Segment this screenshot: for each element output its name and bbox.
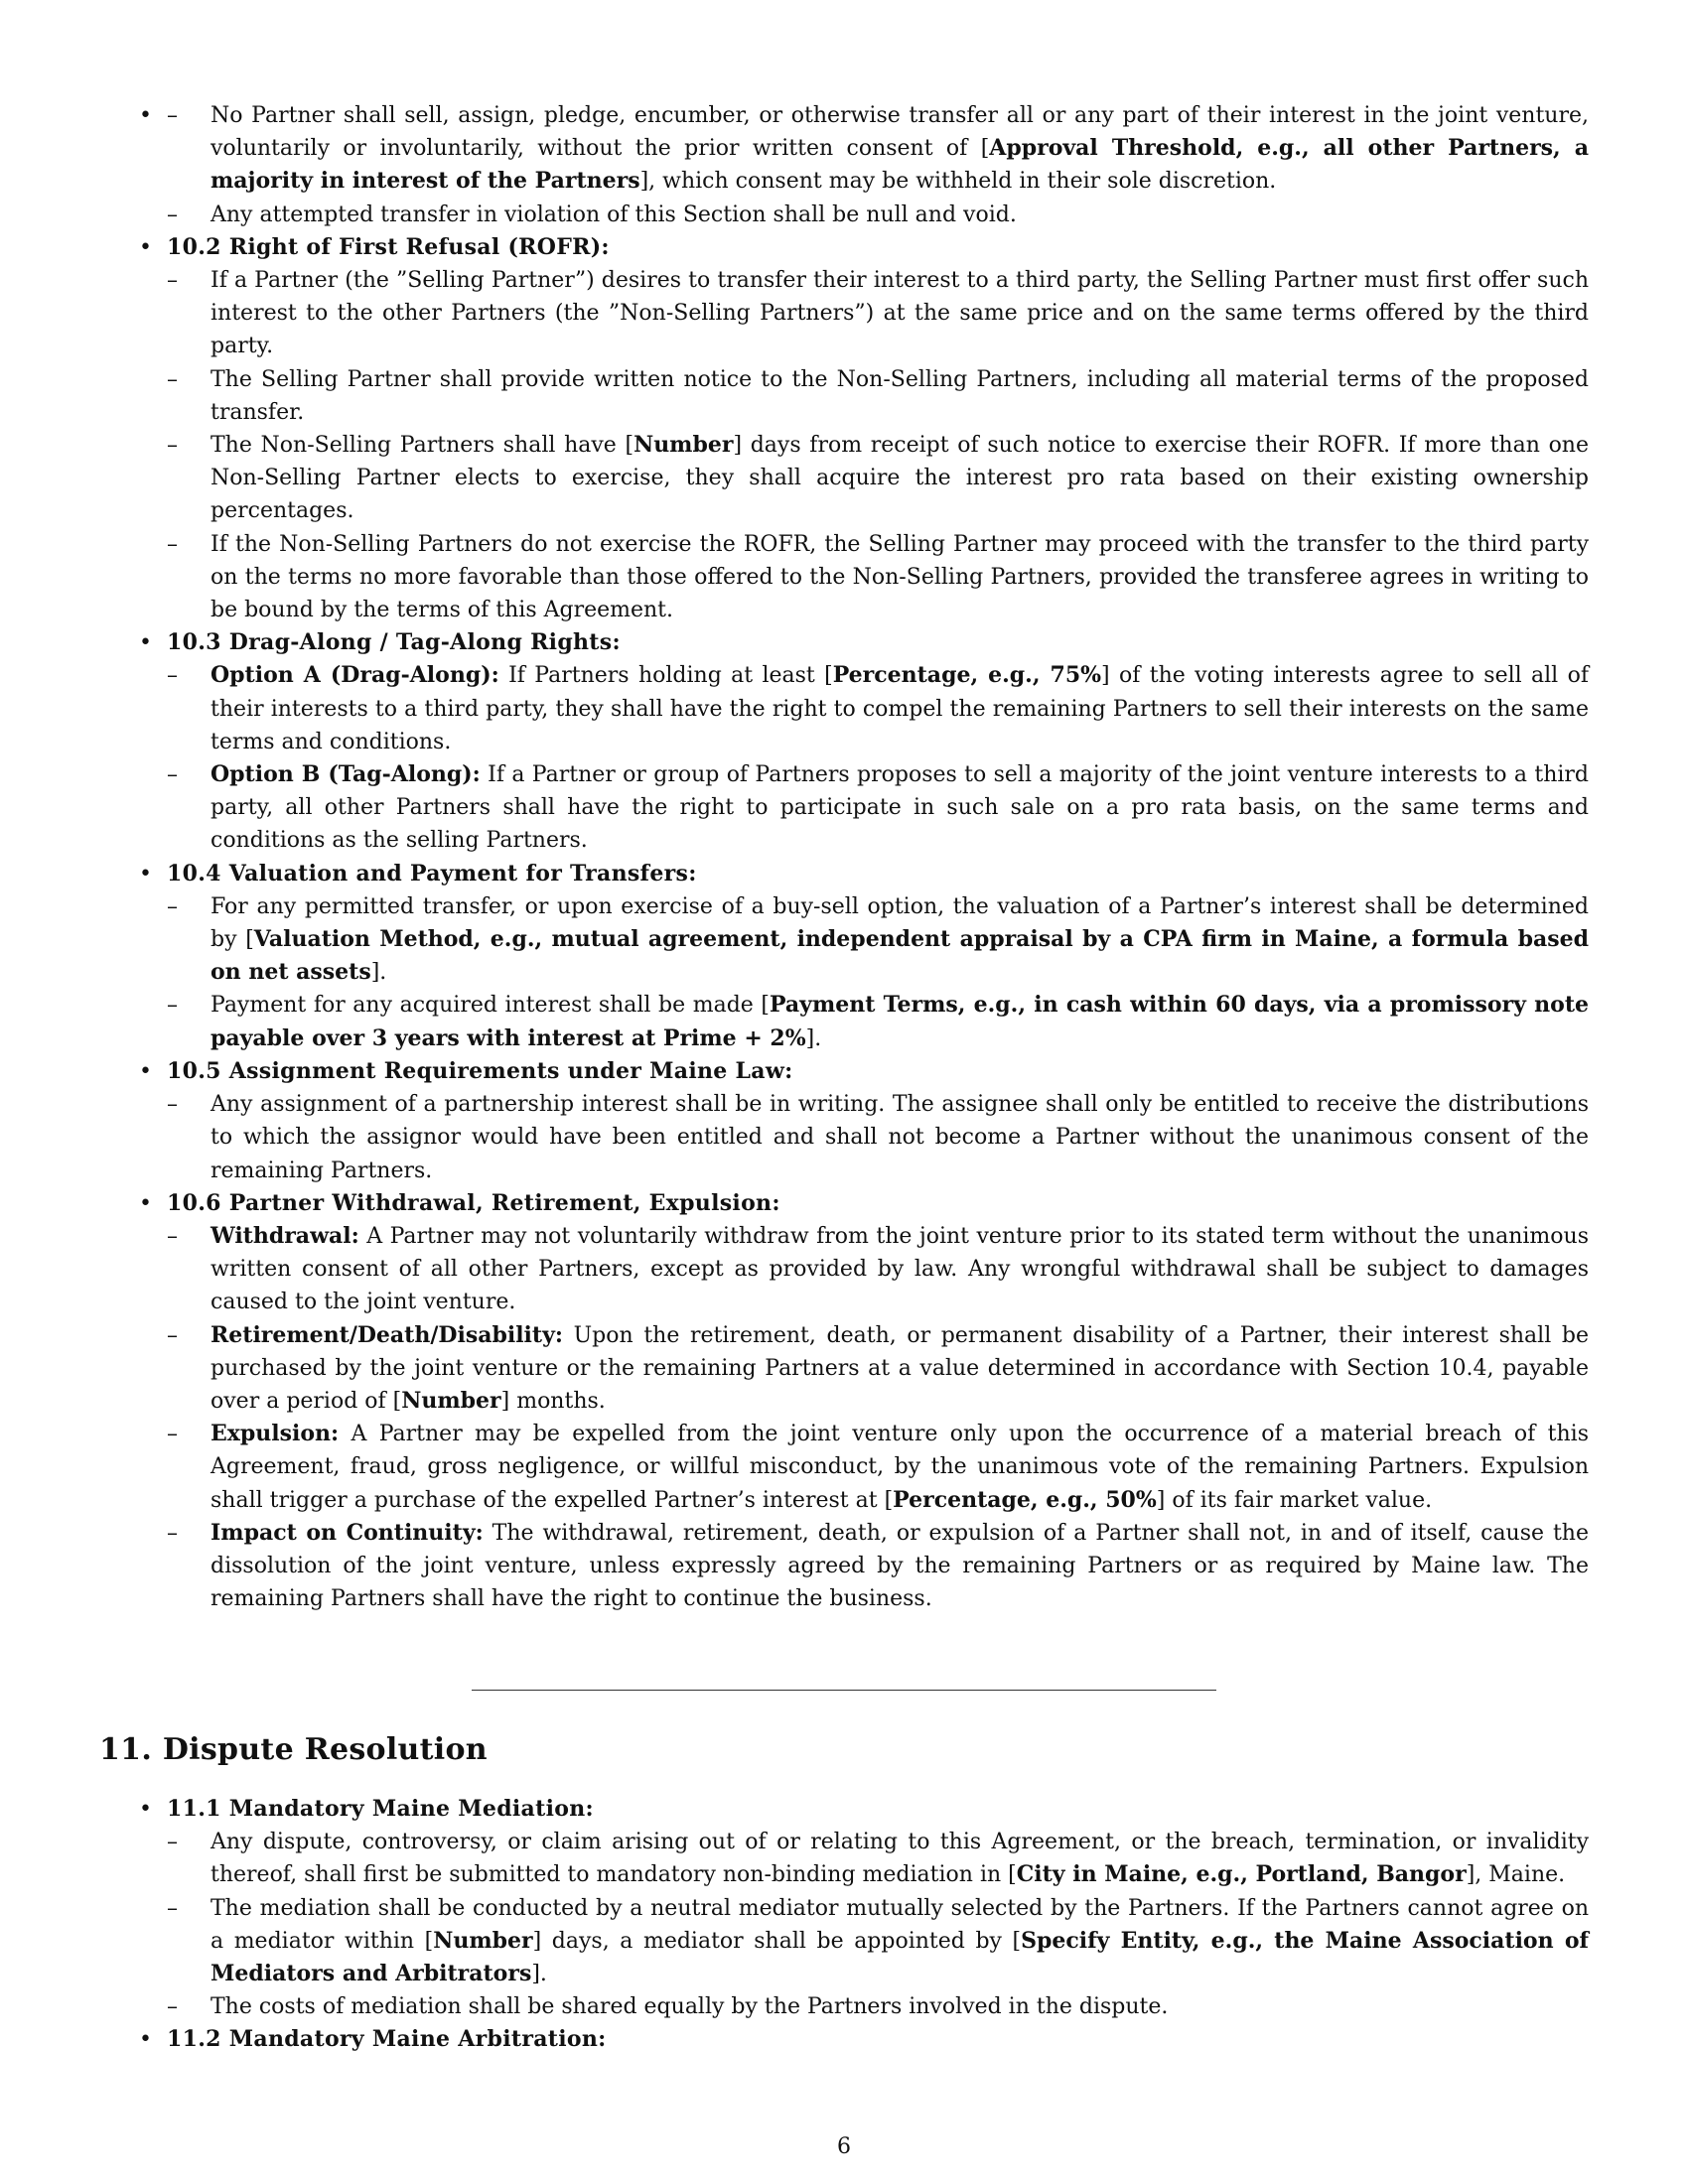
section-10-list (99, 99, 1589, 1615)
heading-10-6: • 10.6 Partner Withdrawal, Retirement, Expulsion: (167, 1189, 780, 1216)
list-item: – Any dispute, controversy, or claim arising out of or relating to this Agreement, or the breach, termination, or invalidity thereof, shall first be submitted to mandatory non-binding mediation in [City in Maine, e.g., Portland, Bangor], Maine. (167, 1826, 1589, 1891)
section-10-content (99, 99, 1589, 1615)
list-item: – For any permitted transfer, or upon exercise of a buy-sell option, the valuation of a Partner’s interest shall be determined by [Valuation Method, e.g., mutual agreement, independent appraisal by a CPA firm in Maine, a formula based on net assets]. (167, 890, 1589, 990)
section-11-content (99, 1793, 1589, 2057)
list-item: – The costs of mediation shall be shared equally by the Partners involved in the dispute. (167, 1990, 1589, 2023)
sublist (167, 659, 1589, 857)
sublist (167, 264, 1589, 626)
list-item-11-1 (99, 1793, 1589, 2023)
list-item: – The mediation shall be conducted by a neutral mediator mutually selected by the Partners. If the Partners cannot agree on a mediator within [Number] days, a mediator shall be appointed by [Specify Entity, e.g., the Maine Association of Mediators and Arbitrators]. (167, 1892, 1589, 1991)
list-item: – Any attempted transfer in violation of this Section shall be null and void. (167, 199, 1589, 231)
list-item: – If a Partner (the ”Selling Partner”) desires to transfer their interest to a third party, the Selling Partner must first offer such interest to the other Partners (the ”Non-Selling Partners”) at the same price and on the same terms offered by the third party. (167, 264, 1589, 363)
heading-11-1: • 11.1 Mandatory Maine Mediation: (167, 1796, 594, 1822)
list-item-10-6 (99, 1187, 1589, 1616)
list-item: – Retirement/Death/Disability: Upon the retirement, death, or permanent disability of a Partner, their interest shall be purchased by the joint venture or the remaining Partners at a value determined in accordance with Section 10.4, payable over a period of [Number] months. (167, 1319, 1589, 1419)
list-item: – Payment for any acquired interest shall be made [Payment Terms, e.g., in cash within 60 days, via a promissory note payable over 3 years with interest at Prime + 2%]. (167, 989, 1589, 1054)
section-11-list (99, 1793, 1589, 2057)
list-item-10-3 (99, 626, 1589, 857)
list-item: – Expulsion: A Partner may be expelled from the joint venture only upon the occurrence of a material breach of this Agreement, fraud, gross negligence, or willful misconduct, by the unanimous vote of the remaining Partners. Expulsion shall trigger a purchase of the expelled Partner’s interest at [Percentage, e.g., 50%] of its fair market value. (167, 1418, 1589, 1517)
list-item: – • No Partner shall sell, assign, pledge, encumber, or otherwise transfer all or any part of their interest in the joint venture, voluntarily or involuntarily, without the prior written consent of [Approval Threshold, e.g., all other Partners, a majority in interest of the Partners], which consent may be withheld in their sole discretion. (167, 99, 1589, 199)
list-item-11-2 (99, 2023, 1589, 2056)
sublist (167, 1826, 1589, 2023)
list-item: – Withdrawal: A Partner may not voluntarily withdraw from the joint venture prior to its stated term without the unanimous written consent of all other Partners, except as provided by law. Any wrongful withdrawal shall be subject to damages caused to the joint venture. (167, 1220, 1589, 1319)
sublist (167, 890, 1589, 1055)
list-item-10-1-continued (99, 99, 1589, 231)
section-divider (472, 1690, 1216, 1691)
list-item: – The Non-Selling Partners shall have [Number] days from receipt of such notice to exercise their ROFR. If more than one Non-Selling Partner elects to exercise, they shall acquire the interest pro rata based on their existing ownership percentages. (167, 429, 1589, 528)
list-item: – Option B (Tag-Along): If a Partner or group of Partners proposes to sell a majority of the joint venture interests to a third party, all other Partners shall have the right to participate in such sale on a pro rata basis, on the same terms and conditions as the selling Partners. (167, 758, 1589, 858)
heading-11-2: • 11.2 Mandatory Maine Arbitration: (167, 2026, 607, 2053)
sublist (167, 1088, 1589, 1187)
sublist (167, 1220, 1589, 1615)
page-number: 6 (837, 2134, 851, 2159)
list-item: – If the Non-Selling Partners do not exercise the ROFR, the Selling Partner may proceed with the transfer to the third party on the terms no more favorable than those offered to the Non-Selling Partners, provided the transferee agrees in writing to be bound by the terms of this Agreement. (167, 528, 1589, 627)
list-item-10-4 (99, 858, 1589, 1055)
heading-10-5: • 10.5 Assignment Requirements under Maine Law: (167, 1057, 793, 1084)
list-item: – Option A (Drag-Along): If Partners holding at least [Percentage, e.g., 75%] of the voting interests agree to sell all of their interests to a third party, they shall have the right to compel the remaining Partners to sell their interests on the same terms and conditions. (167, 659, 1589, 758)
heading-10-2: • 10.2 Right of First Refusal (ROFR): (167, 233, 610, 260)
heading-10-3: • 10.3 Drag-Along / Tag-Along Rights: (167, 629, 621, 656)
section-11-title: 11. Dispute Resolution (99, 1732, 488, 1767)
list-item-10-5 (99, 1055, 1589, 1187)
list-item: – Any assignment of a partnership interest shall be in writing. The assignee shall only be entitled to receive the distributions to which the assignor would have been entitled and shall not become a Partner without the unanimous consent of the remaining Partners. (167, 1088, 1589, 1187)
list-item-10-2 (99, 231, 1589, 626)
list-item: – The Selling Partner shall provide written notice to the Non-Selling Partners, including all material terms of the proposed transfer. (167, 363, 1589, 429)
sublist (167, 99, 1589, 231)
heading-10-4: • 10.4 Valuation and Payment for Transfers: (167, 860, 697, 887)
list-item: – Impact on Continuity: The withdrawal, retirement, death, or expulsion of a Partner shall not, in and of itself, cause the dissolution of the joint venture, unless expressly agreed by the remaining Partners or as required by Maine law. The remaining Partners shall have the right to continue the business. (167, 1517, 1589, 1616)
